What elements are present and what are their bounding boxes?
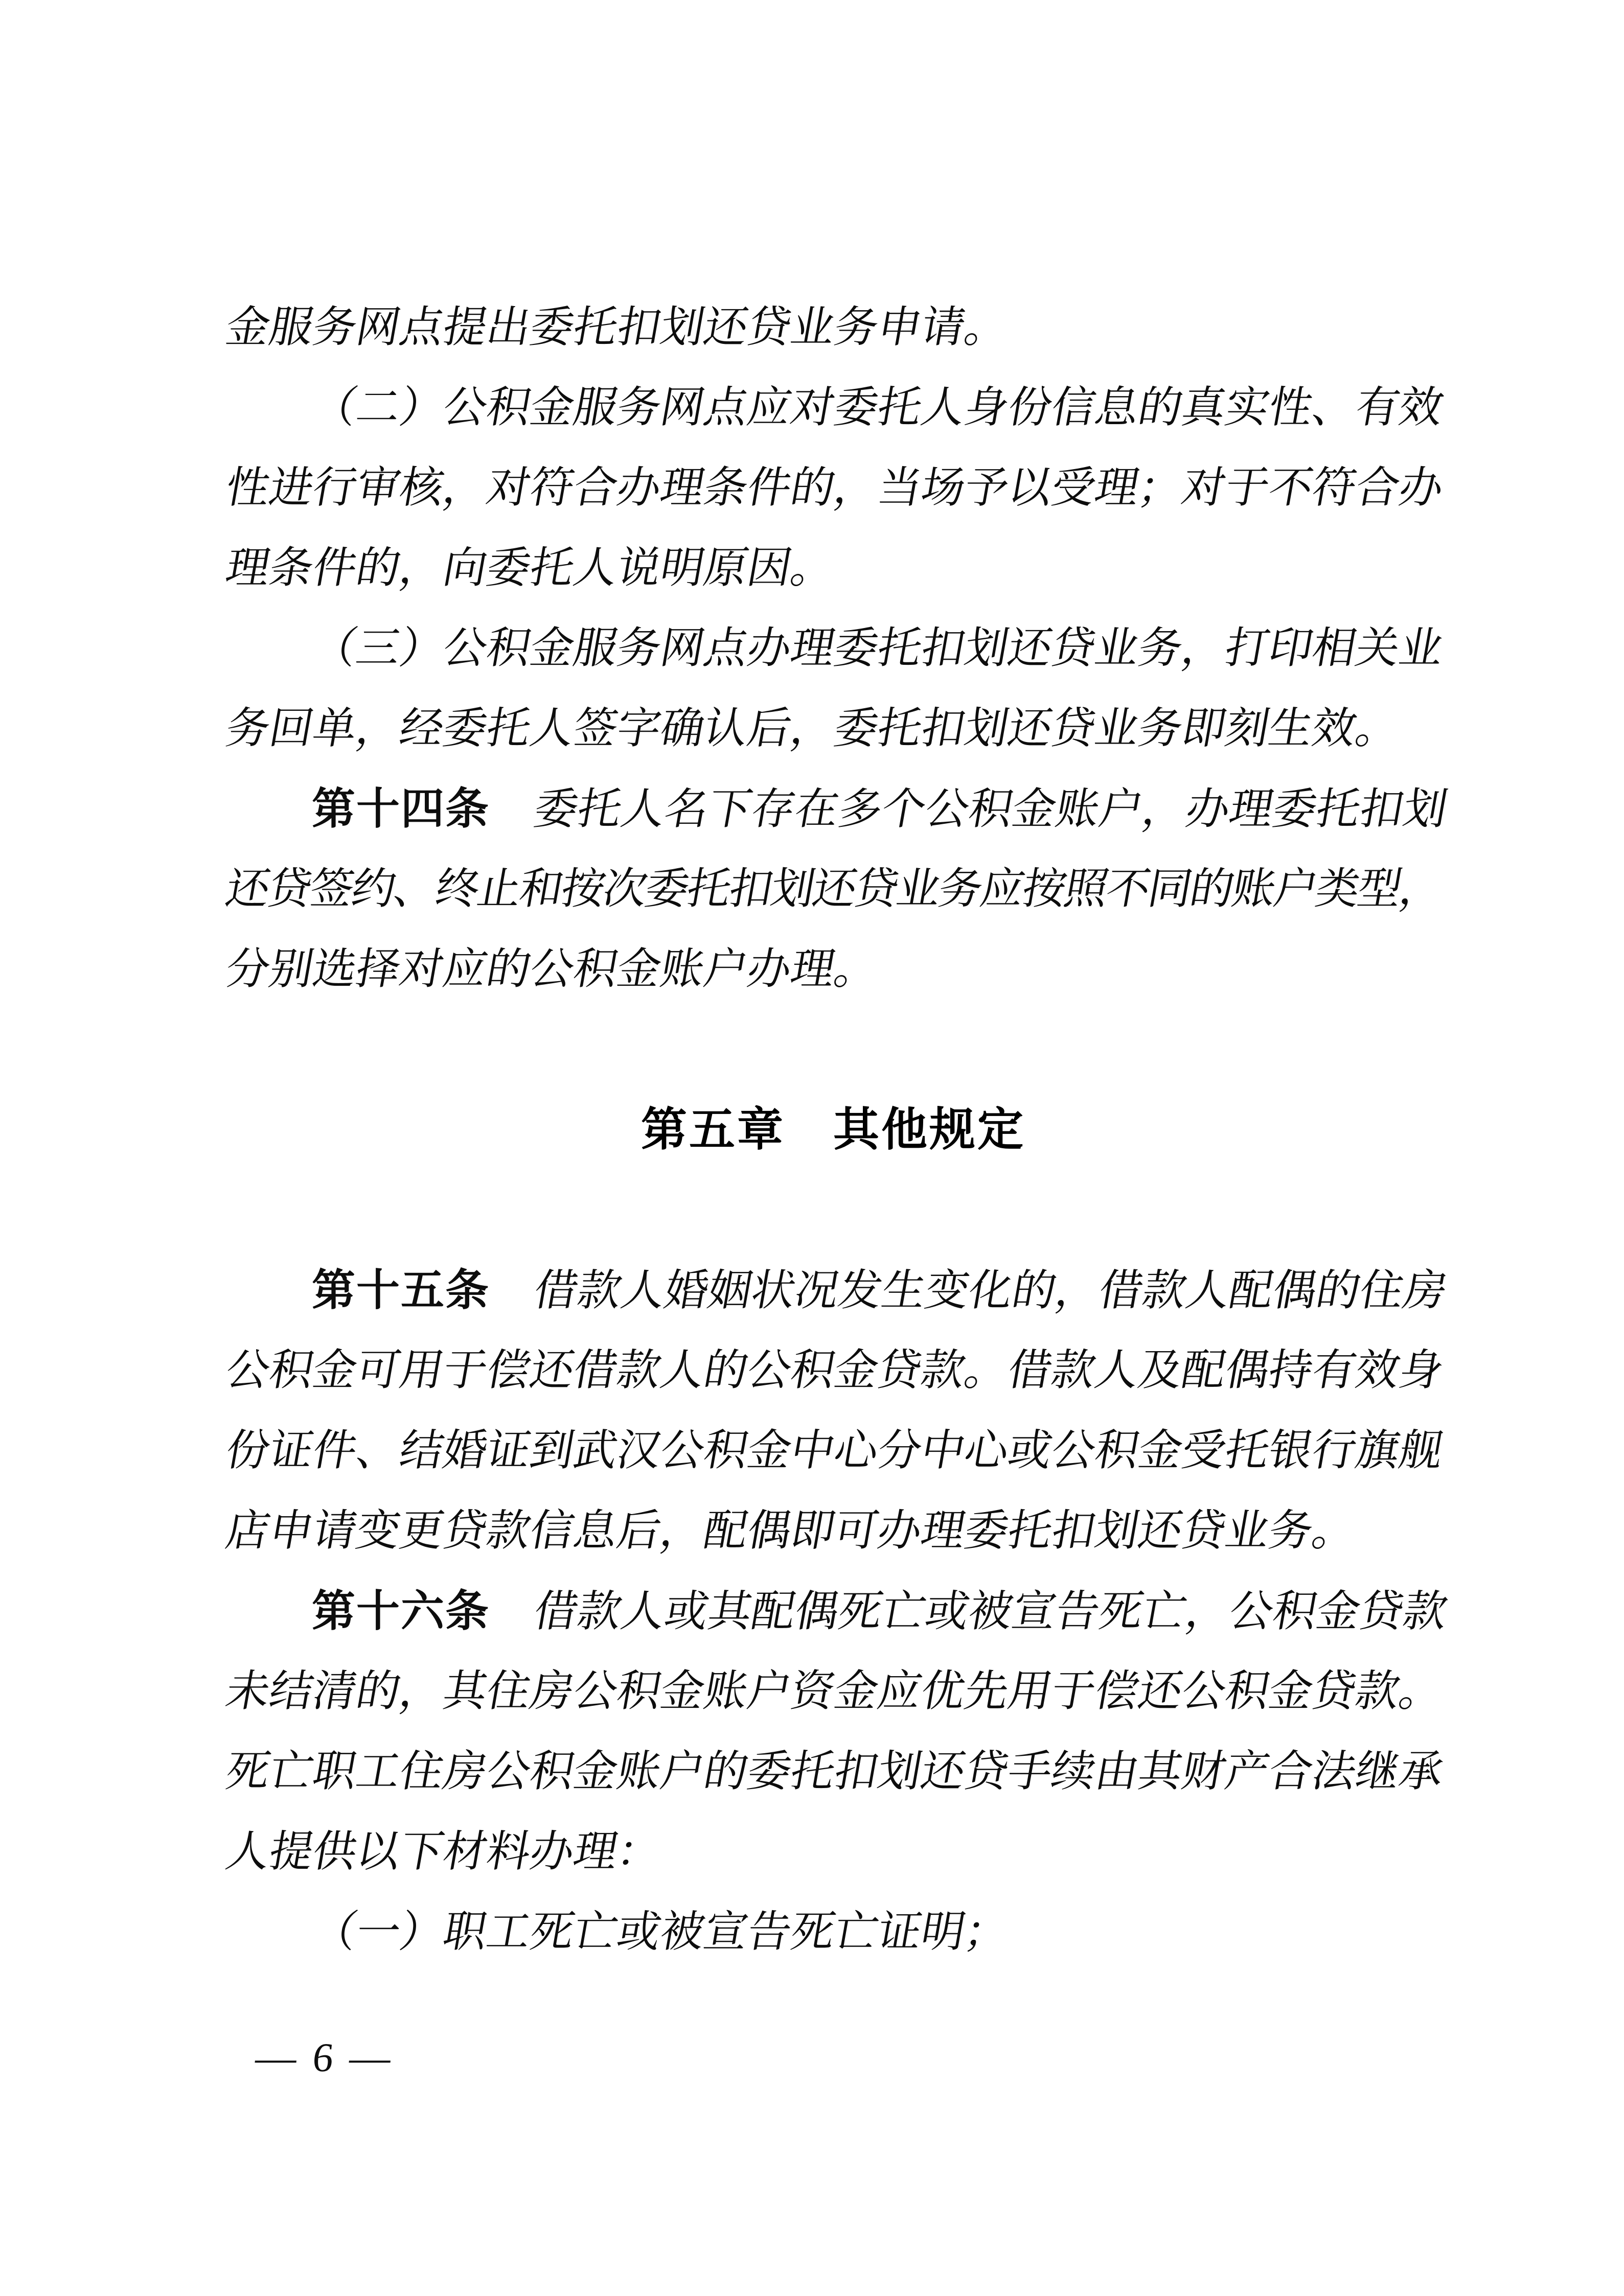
body-line xyxy=(225,769,1452,849)
body-line xyxy=(222,1331,1448,1411)
page-number xyxy=(253,2030,396,2086)
body-line xyxy=(225,1892,1442,1973)
body-line xyxy=(225,368,1448,448)
body-line xyxy=(222,1652,1448,1732)
line-text: （三）公积金服务网点办理委托扣划还贷业务，打印相关业 xyxy=(309,624,1448,672)
chapter-heading: 第五章 其他规定 xyxy=(641,1104,1025,1155)
line-text: 未结清的，其住房公积金账户资金应优先用于偿还公积金贷款。 xyxy=(222,1667,1448,1715)
document-body xyxy=(222,288,1452,1973)
body-line xyxy=(222,1411,1448,1491)
line-text: 理条件的，向委托人说明原因。 xyxy=(222,544,839,592)
article-lead: 第十六条 xyxy=(312,1587,490,1636)
line-text: 还贷签约、终止和按次委托扣划还贷业务应按照不同的账户类型， xyxy=(222,865,1447,913)
line-text: 务回单，经委托人签字确认后，委托扣划还贷业务即刻生效。 xyxy=(222,705,1404,753)
line-text: 死亡职工住房公积金账户的委托扣划还贷手续由其财产合法继承 xyxy=(222,1748,1448,1796)
line-text: 金服务网点提出委托扣划还贷业务申请。 xyxy=(222,304,1013,352)
line-text: 性进行审核，对符合办理条件的，当场予以受理；对于不符合办 xyxy=(222,464,1448,512)
body-line xyxy=(222,1812,1442,1892)
line-text: 份证件、结婚证到武汉公积金中心分中心或公积金受托银行旗舰 xyxy=(222,1427,1448,1475)
line-text: 委托人名下存在多个公积金账户，办理委托扣划 xyxy=(530,785,1452,833)
line-text: 借款人婚姻状况发生变化的，借款人配偶的住房 xyxy=(530,1267,1452,1315)
body-line xyxy=(225,609,1448,689)
body-line xyxy=(222,689,1442,769)
body-line xyxy=(225,1250,1452,1331)
body-line xyxy=(225,1571,1452,1652)
line-text: 分别选择对应的公积金账户办理。 xyxy=(222,945,883,993)
body-line xyxy=(222,1491,1442,1571)
line-text: （一）职工死亡或被宣告死亡证明； xyxy=(309,1908,1013,1956)
body-line xyxy=(222,1732,1448,1812)
body-line xyxy=(222,448,1448,528)
page-number-text: — 6 — xyxy=(253,2035,396,2080)
body-line xyxy=(222,528,1442,609)
line-text: 公积金可用于偿还借款人的公积金贷款。借款人及配偶持有效身 xyxy=(222,1347,1448,1395)
body-line xyxy=(222,849,1447,930)
body-line xyxy=(222,930,1442,1010)
line-text: 人提供以下材料办理： xyxy=(222,1828,666,1876)
body-line xyxy=(222,288,1442,368)
line-text: 店申请变更贷款信息后，配偶即可办理委托扣划还贷业务。 xyxy=(222,1507,1361,1555)
line-text: 借款人或其配偶死亡或被宣告死亡，公积金贷款 xyxy=(530,1588,1452,1636)
line-text: （二）公积金服务网点应对委托人身份信息的真实性、有效 xyxy=(309,384,1448,432)
article-lead: 第十四条 xyxy=(312,785,490,833)
chapter-heading-line xyxy=(225,1090,1442,1170)
article-lead: 第十五条 xyxy=(312,1266,490,1315)
